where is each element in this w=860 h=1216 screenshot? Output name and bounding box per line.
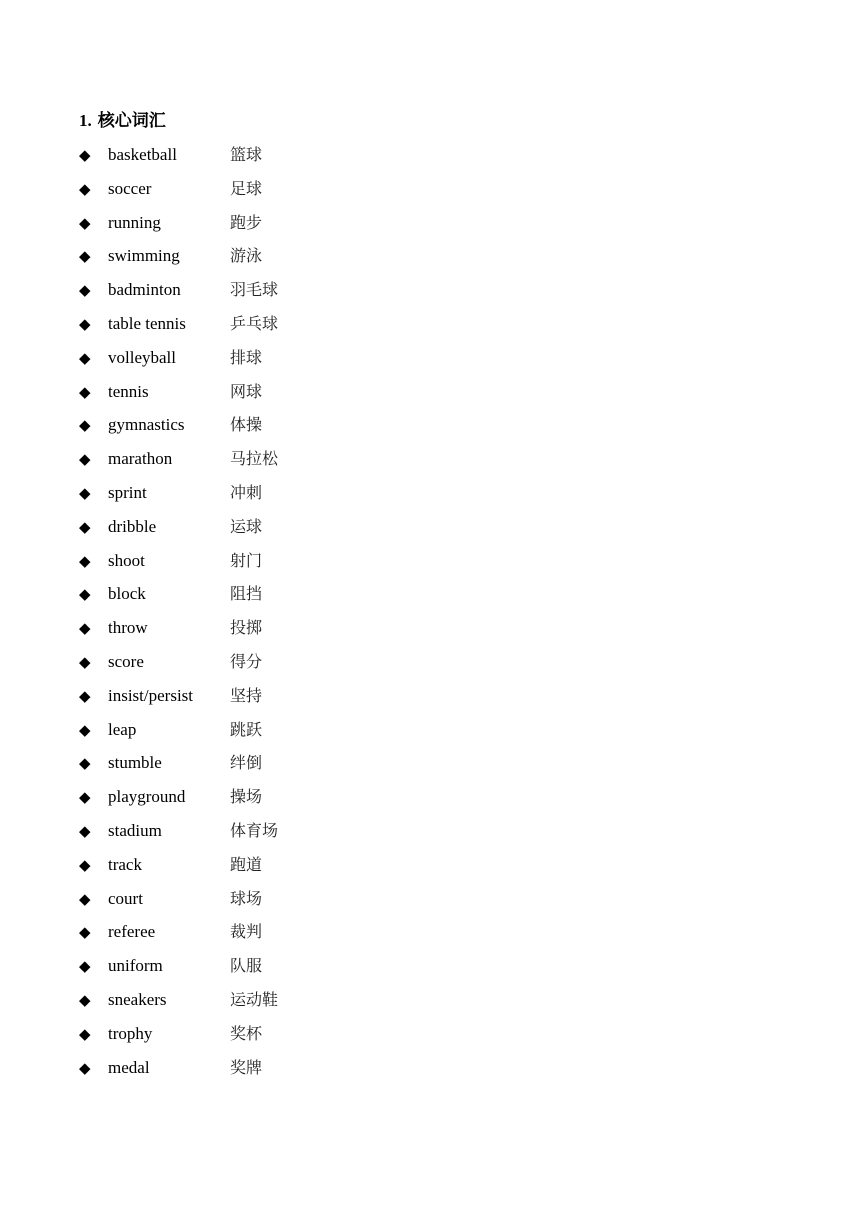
diamond-bullet-icon: ◆ bbox=[79, 923, 91, 942]
vocab-word: marathon bbox=[108, 449, 173, 469]
list-item bbox=[79, 887, 479, 921]
list-item bbox=[79, 616, 479, 650]
vocab-word: soccer bbox=[108, 178, 152, 198]
vocab-word: trophy bbox=[108, 1023, 153, 1043]
vocab-word: stumble bbox=[108, 753, 162, 773]
section-heading bbox=[79, 110, 166, 132]
list-item bbox=[79, 549, 479, 583]
diamond-bullet-icon: ◆ bbox=[79, 652, 91, 671]
vocab-meaning: 跑道 bbox=[230, 854, 263, 874]
vocab-meaning: 运动鞋 bbox=[230, 989, 279, 1009]
diamond-bullet-icon: ◆ bbox=[79, 990, 91, 1009]
vocab-meaning: 绊倒 bbox=[230, 753, 263, 773]
diamond-bullet-icon: ◆ bbox=[79, 348, 91, 367]
diamond-bullet-icon: ◆ bbox=[79, 179, 91, 198]
vocab-meaning: 游泳 bbox=[230, 246, 263, 266]
diamond-bullet-icon: ◆ bbox=[79, 483, 91, 502]
list-item bbox=[79, 920, 479, 954]
vocab-word: court bbox=[108, 888, 143, 908]
vocab-meaning: 体育场 bbox=[230, 820, 279, 840]
list-item bbox=[79, 211, 479, 245]
vocab-meaning: 乒乓球 bbox=[230, 313, 279, 333]
vocab-word: sneakers bbox=[108, 989, 167, 1009]
vocab-word: tennis bbox=[108, 381, 149, 401]
list-item bbox=[79, 684, 479, 718]
vocab-meaning: 得分 bbox=[230, 651, 263, 671]
vocab-word: playground bbox=[108, 787, 186, 807]
list-item bbox=[79, 447, 479, 481]
diamond-bullet-icon: ◆ bbox=[79, 585, 91, 604]
vocab-meaning: 体操 bbox=[230, 415, 263, 435]
vocab-word: basketball bbox=[108, 145, 177, 164]
vocab-meaning: 操场 bbox=[230, 787, 263, 807]
vocab-meaning: 坚持 bbox=[230, 685, 263, 705]
vocab-meaning: 球场 bbox=[230, 888, 263, 908]
diamond-bullet-icon: ◆ bbox=[79, 146, 91, 164]
list-item bbox=[79, 1056, 479, 1090]
list-item bbox=[79, 582, 479, 616]
vocab-meaning: 队服 bbox=[230, 956, 263, 976]
vocabulary-list bbox=[79, 143, 479, 1089]
list-item bbox=[79, 954, 479, 988]
diamond-bullet-icon: ◆ bbox=[79, 1058, 91, 1077]
diamond-bullet-icon: ◆ bbox=[79, 788, 91, 807]
vocab-meaning: 足球 bbox=[230, 178, 263, 198]
diamond-bullet-icon: ◆ bbox=[79, 382, 91, 401]
vocab-word: swimming bbox=[108, 246, 180, 266]
vocab-word: badminton bbox=[108, 280, 181, 300]
diamond-bullet-icon: ◆ bbox=[79, 855, 91, 874]
vocab-word: block bbox=[108, 584, 146, 604]
vocab-meaning: 投掷 bbox=[230, 618, 263, 638]
diamond-bullet-icon: ◆ bbox=[79, 889, 91, 908]
vocab-word: throw bbox=[108, 618, 148, 638]
diamond-bullet-icon: ◆ bbox=[79, 517, 91, 536]
vocab-word: running bbox=[108, 212, 161, 232]
vocab-word: medal bbox=[108, 1057, 150, 1077]
diamond-bullet-icon: ◆ bbox=[79, 213, 91, 232]
list-item bbox=[79, 853, 479, 887]
vocab-word: leap bbox=[108, 719, 137, 739]
diamond-bullet-icon: ◆ bbox=[79, 720, 91, 739]
vocab-meaning: 马拉松 bbox=[230, 449, 279, 469]
vocab-word: score bbox=[108, 651, 144, 671]
vocab-meaning: 裁判 bbox=[230, 922, 263, 942]
vocab-meaning: 网球 bbox=[230, 381, 263, 401]
vocab-meaning: 冲刺 bbox=[230, 482, 263, 502]
list-item bbox=[79, 988, 479, 1022]
vocab-meaning: 跳跃 bbox=[230, 719, 263, 739]
list-item bbox=[79, 177, 479, 211]
vocab-word: uniform bbox=[108, 956, 163, 976]
list-item bbox=[79, 785, 479, 819]
vocab-meaning: 运球 bbox=[230, 516, 263, 536]
diamond-bullet-icon: ◆ bbox=[79, 619, 91, 638]
diamond-bullet-icon: ◆ bbox=[79, 1024, 91, 1043]
vocab-meaning: 篮球 bbox=[230, 145, 263, 164]
list-item bbox=[79, 481, 479, 515]
vocab-meaning: 跑步 bbox=[230, 212, 263, 232]
vocab-word: gymnastics bbox=[108, 415, 185, 435]
vocab-meaning: 排球 bbox=[230, 347, 263, 367]
list-item bbox=[79, 819, 479, 853]
list-item bbox=[79, 1022, 479, 1056]
list-item bbox=[79, 650, 479, 684]
vocab-word: volleyball bbox=[108, 347, 176, 367]
list-item bbox=[79, 751, 479, 785]
list-item bbox=[79, 515, 479, 549]
vocab-word: shoot bbox=[108, 550, 145, 570]
diamond-bullet-icon: ◆ bbox=[79, 247, 91, 266]
vocab-word: referee bbox=[108, 922, 156, 942]
vocab-meaning: 羽毛球 bbox=[230, 280, 279, 300]
list-item bbox=[79, 346, 479, 380]
vocab-meaning: 奖牌 bbox=[230, 1057, 263, 1077]
section-number: 1. bbox=[79, 111, 92, 130]
vocab-meaning: 奖杯 bbox=[230, 1023, 263, 1043]
list-item bbox=[79, 278, 479, 312]
vocab-word: stadium bbox=[108, 820, 162, 840]
diamond-bullet-icon: ◆ bbox=[79, 821, 91, 840]
vocab-meaning: 射门 bbox=[230, 550, 263, 570]
vocab-meaning: 阻挡 bbox=[230, 584, 263, 604]
diamond-bullet-icon: ◆ bbox=[79, 551, 91, 570]
diamond-bullet-icon: ◆ bbox=[79, 416, 91, 435]
diamond-bullet-icon: ◆ bbox=[79, 281, 91, 300]
list-item bbox=[79, 143, 479, 177]
list-item bbox=[79, 380, 479, 414]
list-item bbox=[79, 718, 479, 752]
vocab-word: insist/persist bbox=[108, 685, 194, 705]
vocab-word: table tennis bbox=[108, 313, 186, 333]
vocab-word: dribble bbox=[108, 516, 157, 536]
section-title: 核心词汇 bbox=[97, 111, 166, 130]
vocab-word: sprint bbox=[108, 482, 147, 502]
vocab-word: track bbox=[108, 854, 142, 874]
diamond-bullet-icon: ◆ bbox=[79, 314, 91, 333]
diamond-bullet-icon: ◆ bbox=[79, 686, 91, 705]
diamond-bullet-icon: ◆ bbox=[79, 957, 91, 976]
diamond-bullet-icon: ◆ bbox=[79, 754, 91, 773]
list-item bbox=[79, 413, 479, 447]
list-item bbox=[79, 312, 479, 346]
diamond-bullet-icon: ◆ bbox=[79, 450, 91, 469]
list-item bbox=[79, 244, 479, 278]
